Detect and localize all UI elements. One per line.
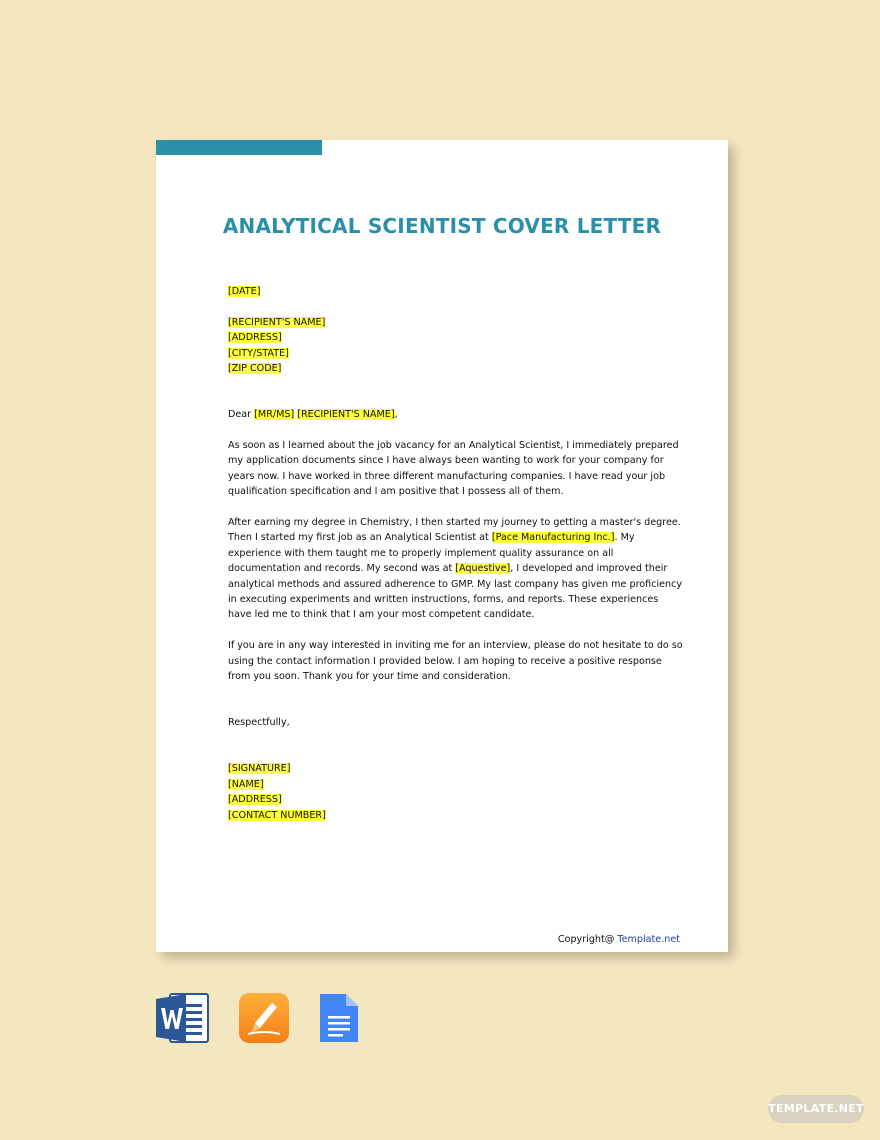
salutation-suffix: ,	[394, 409, 398, 421]
paragraph-2	[228, 515, 684, 623]
accent-bar	[156, 140, 322, 155]
sender-name: [NAME]	[228, 778, 264, 790]
sender-contact-number: [CONTACT NUMBER]	[228, 809, 326, 821]
copyright-brand: Template.net	[617, 934, 680, 945]
paragraph-1: As soon as I learned about the job vacancy for an Analytical Scientist, I immediately prepared my application documents since I have always been wanting to work for your company for years now. I have worked in three different manufacturing companies. I have read your job qualification specification and I am positive that I possess all of them.	[228, 440, 679, 498]
recipient-block	[228, 315, 684, 377]
date-placeholder: [DATE]	[228, 286, 261, 297]
salutation-name: [RECIPIENT'S NAME]	[297, 409, 395, 421]
copyright-prefix: Copyright@	[557, 934, 618, 945]
paragraph-2-part-1: After earning my degree in Chemistry, I then started my journey to getting a master's degree. Then I started my first job as an Analytical Scientist at	[228, 517, 681, 544]
recipient-address: [ADDRESS]	[228, 332, 282, 344]
salutation-title: [MR/MS]	[254, 409, 295, 421]
document-title: ANALYTICAL SCIENTIST COVER LETTER	[222, 214, 662, 238]
company-2-placeholder: [Aquestive]	[455, 563, 511, 575]
recipient-name: [RECIPIENT'S NAME]	[228, 316, 326, 328]
paragraph-2-part-2: . My experience with them taught me to properly implement quality assurance on all documentation and records. My second was at	[228, 532, 635, 575]
letter-page	[156, 140, 728, 952]
company-1-placeholder: [Pace Manufacturing Inc.]	[491, 532, 615, 544]
copyright-line	[558, 934, 680, 945]
google-docs-icon[interactable]	[318, 992, 360, 1049]
signature-block	[228, 761, 684, 823]
word-icon[interactable]	[156, 992, 210, 1049]
paragraph-3: If you are in any way interested in inviting me for an interview, please do not hesitate to do so using the contact information I provided below. I am hoping to receive a positive response from you soon. Thank you for your time and consideration.	[228, 640, 683, 683]
recipient-city-state: [CITY/STATE]	[228, 347, 289, 359]
sender-address: [ADDRESS]	[228, 794, 282, 806]
watermark-badge: TEMPLATE.NET	[768, 1095, 864, 1123]
salutation	[228, 407, 684, 422]
pages-icon[interactable]	[238, 992, 290, 1049]
date-line	[228, 284, 684, 299]
recipient-zip: [ZIP CODE]	[228, 363, 282, 375]
closing: Respectfully,	[228, 717, 290, 729]
letter-body	[228, 284, 684, 823]
paragraph-2-part-3: , I developed and improved their analytical methods and assured adherence to GMP. My last company has given me proficiency in executing experiments and written instructions, forms, and reports. These experiences have led me to think that I am your most competent candidate.	[228, 563, 683, 621]
salutation-prefix: Dear	[228, 409, 255, 421]
signature-placeholder: [SIGNATURE]	[228, 763, 291, 775]
